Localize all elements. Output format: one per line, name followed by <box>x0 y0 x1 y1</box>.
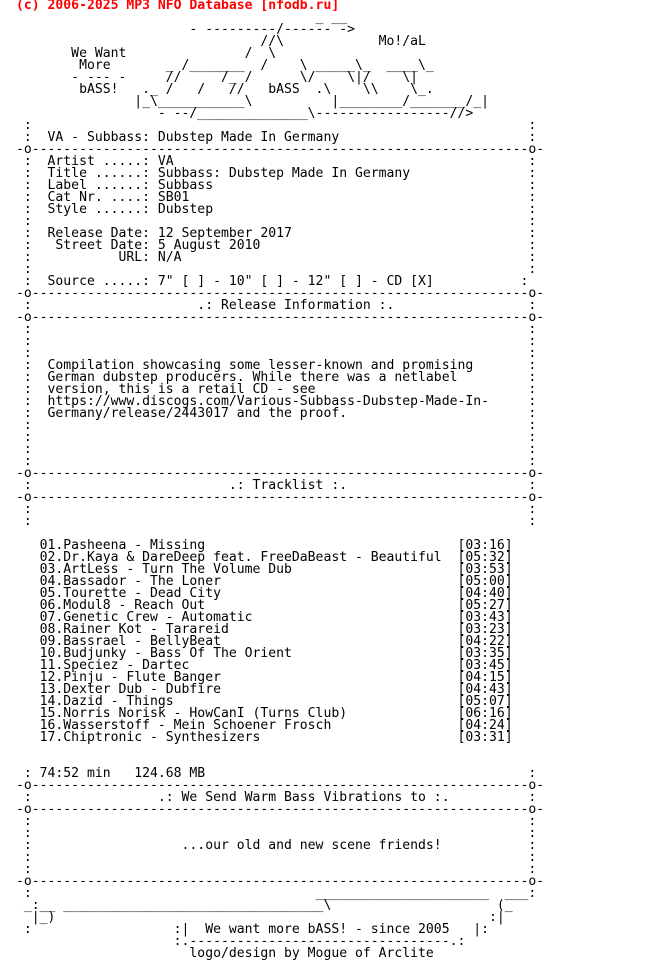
nfo-text-line: : : <box>16 850 537 865</box>
nfo-text-line: -o---------------------------------------------------------------o- <box>16 466 545 481</box>
nfo-database-banner: (c) 2006-2025 MP3 NFO Database [nfodb.ru] <box>16 0 340 13</box>
nfo-text-line: :.---------------------------------.: <box>16 934 466 949</box>
nfo-text-line: : : <box>16 814 537 829</box>
logo-art-line: We Want / \ <box>16 46 277 61</box>
nfo-text-line: -o---------------------------------------------------------------o- <box>16 802 545 817</box>
nfo-text-line: : German dubstep producers. While there was a netlabel : <box>16 370 537 385</box>
nfo-text-line: : : <box>16 430 537 445</box>
nfo-text-line: : version, this is a retail CD - see : <box>16 382 537 397</box>
nfo-text-line: : : <box>16 418 537 433</box>
nfo-text-line: : : <box>16 334 537 349</box>
nfo-text-line: 11.Speciez - Dartec [03:45] <box>16 658 513 673</box>
nfo-text-line: : Cat Nr. ....: SB01 : <box>16 190 537 205</box>
nfo-text-line: -o---------------------------------------------------------------o- <box>16 286 545 301</box>
logo-art-line: More _ /_______ / \ _____\_ ____\_ <box>16 58 434 73</box>
nfo-text-line: : : <box>16 214 537 229</box>
nfo-text-line: 05.Tourette - Dead City [04:40] <box>16 586 513 601</box>
nfo-text-line: 07.Genetic Crew - Automatic [03:43] <box>16 610 513 625</box>
nfo-text-line: : : <box>16 118 537 133</box>
nfo-text-line: : ...our old and new scene friends! : <box>16 838 537 853</box>
nfo-text-line: 06.Modul8 - Reach Out [05:27] <box>16 598 513 613</box>
nfo-text-line: -o---------------------------------------------------------------o- <box>16 778 545 793</box>
nfo-text-line: : Release Date: 12 September 2017 : <box>16 226 537 241</box>
nfo-text-line: : Compilation showcasing some lesser-known and promising : <box>16 358 537 373</box>
nfo-text-line: : :| We want more bASS! - since 2005 |: <box>16 922 489 937</box>
nfo-text-line: : .: Tracklist :. : <box>16 478 537 493</box>
nfo-text-line: : .: We Send Warm Bass Vibrations to :. : <box>16 790 537 805</box>
nfo-release-body <box>16 120 544 960</box>
nfo-text-line: : Label ......: Subbass : <box>16 178 537 193</box>
nfo-text-line: 02.Dr.Kaya & DareDeep feat. FreeDaBeast - Beautiful [05:32] <box>16 550 513 565</box>
nfo-text-line: : : <box>16 514 537 529</box>
nfo-text-line: : VA - Subbass: Dubstep Made In Germany : <box>16 130 537 145</box>
logo-art-line: _ __ <box>16 10 348 25</box>
nfo-text-line: : .: Release Information :. : <box>16 298 537 313</box>
nfo-text-line: : URL: N/A : <box>16 250 537 265</box>
nfo-text-line: : Street Date: 5 August 2010 : <box>16 238 537 253</box>
nfo-text-line: 08.Rainer Kot - Tarareid [03:23] <box>16 622 513 637</box>
nfo-text-line: : Source .....: 7" [ ] - 10" [ ] - 12" [ ] - CD [X] : <box>16 274 529 289</box>
nfo-text-line: 17.Chiptronic - Synthesizers [03:31] <box>16 730 513 745</box>
nfo-text-line: logo/design by Mogue of Arclite <box>16 946 434 961</box>
nfo-text-line: -o---------------------------------------------------------------o- <box>16 874 545 889</box>
nfo-text-line: : : <box>16 454 537 469</box>
ascii-logo-art <box>16 12 544 120</box>
nfo-text-line: 09.Bassrael - BellyBeat [04:22] <box>16 634 513 649</box>
nfo-text-line: : : <box>16 346 537 361</box>
nfo-text-line: 15.Norris Norisk - HowCanI (Turns Club) [06:16] <box>16 706 513 721</box>
nfo-text-line: |_) :| <box>16 910 505 925</box>
nfo-text-line: 03.ArtLess - Turn The Volume Dub [03:53] <box>16 562 513 577</box>
nfo-text-line: : Germany/release/2443017 and the proof. : <box>16 406 537 421</box>
nfo-text-line: : Artist .....: VA : <box>16 154 537 169</box>
nfo-text-line: 12.Pinju - Flute Banger [04:15] <box>16 670 513 685</box>
nfo-text-line: 01.Pasheena - Missing [03:16] <box>16 538 513 553</box>
logo-art-line: - --- - // /_ / \/ \|/ \| <box>16 70 419 85</box>
nfo-text-line: : 74:52 min 124.68 MB : <box>16 766 537 781</box>
nfo-text-line: : https://www.discogs.com/Various-Subbass-Dubstep-Made-In- : <box>16 394 537 409</box>
nfo-text-line: -o---------------------------------------------------------------o- <box>16 142 545 157</box>
nfo-text-line: : : <box>16 442 537 457</box>
nfo-text-line: : : <box>16 862 537 877</box>
nfo-text-line: _:__ _________________________________\ (_ <box>16 898 513 913</box>
nfo-text-line: -o---------------------------------------------------------------o- <box>16 310 545 325</box>
nfo-text-line: 10.Budjunky - Bass Of The Orient [03:35] <box>16 646 513 661</box>
nfo-text-line: 16.Wasserstoff - Mein Schoener Frosch [04:24] <box>16 718 513 733</box>
nfo-text-line: : Style ......: Dubstep : <box>16 202 537 217</box>
nfo-text-line: : : <box>16 322 537 337</box>
nfo-text-line: : : <box>16 502 537 517</box>
nfo-text-line <box>16 744 544 756</box>
logo-art-line: bASS! ._ / / // bASS .\ \\ \_. <box>16 82 434 97</box>
nfo-text-line: : ______________________ ___: <box>16 886 537 901</box>
nfo-document <box>16 0 544 960</box>
nfo-text-line: : Title ......: Subbass: Dubstep Made In Germany : <box>16 166 537 181</box>
logo-art-line: |_\___________\ |________/_______/_| <box>16 94 489 109</box>
nfo-text-line: -o---------------------------------------------------------------o- <box>16 490 545 505</box>
logo-art-line: - ---------/------ -> <box>16 22 355 37</box>
logo-art-line: //\ Mo!/aL <box>16 34 426 49</box>
nfo-text-line: 13.Dexter Dub - Dubfire [04:43] <box>16 682 513 697</box>
nfo-text-line: 14.Dazid - Things [05:07] <box>16 694 513 709</box>
nfo-text-line: : : <box>16 826 537 841</box>
nfo-text-line: 04.Bassador - The Loner [05:00] <box>16 574 513 589</box>
nfo-text-line: : : <box>16 262 537 277</box>
logo-art-line: - --/______________\-----------------//> <box>16 106 474 121</box>
